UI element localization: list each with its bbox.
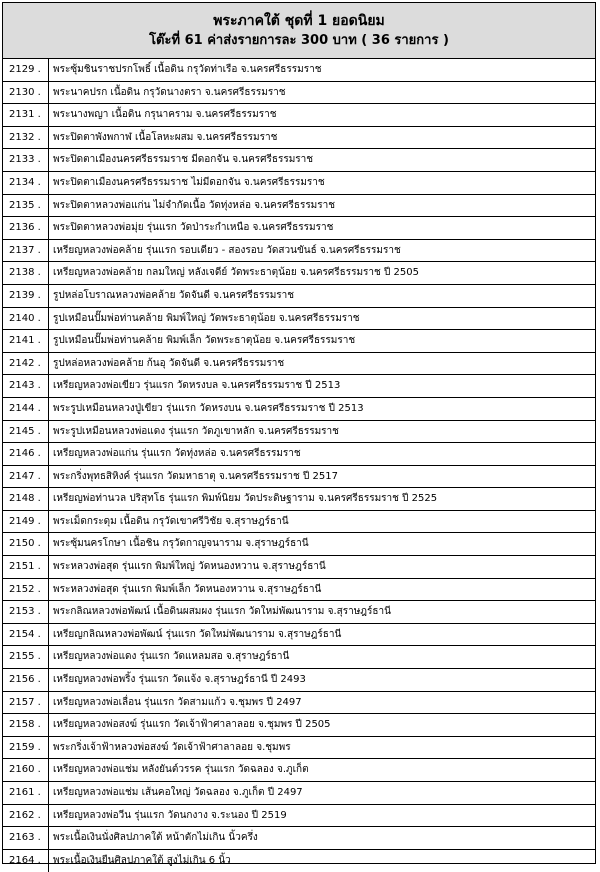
item-description: เหรียญพ่อท่านวล ปริสุทโธ รุ่นแรก พิมพ์นิยม วัดประดิษฐาราม จ.นครศรีธรรมราช ปี 2525 bbox=[53, 493, 438, 505]
table-row bbox=[3, 240, 595, 263]
table-row bbox=[3, 601, 595, 624]
item-description: พระนางพญา เนื้อดิน กรุนาคราม จ.นครศรีธรรมราช bbox=[53, 109, 277, 121]
item-description: พระรูปเหมือนหลวงพ่อแดง รุ่นแรก วัดภูเขาหลัก จ.นครศรีธรรมราช bbox=[53, 425, 339, 437]
item-number: 2164 . bbox=[3, 850, 49, 872]
item-description: พระเนื้อเงินนั่งศิลปภาคใต้ หน้าตักไม่เกิน นิ้วครึ่ง bbox=[53, 832, 258, 844]
table-row bbox=[3, 308, 595, 331]
item-number: 2135 . bbox=[3, 195, 49, 217]
item-number: 2157 . bbox=[3, 692, 49, 714]
item-description: พระกลิณหลวงพ่อพัฒน์ เนื้อดินผสมผง รุ่นแรก วัดใหม่พัฒนาราม จ.สุราษฎร์ธานี bbox=[53, 606, 391, 618]
table-row bbox=[3, 556, 595, 579]
item-description: พระนาคปรก เนื้อดิน กรุวัดนางตรา จ.นครศรีธรรมราช bbox=[53, 86, 286, 98]
table-row bbox=[3, 466, 595, 489]
item-description: พระปิดตาหลวงพ่อแก่น ไม่จำกัดเนื้อ วัดทุ่งหล่อ จ.นครศรีธรรมราช bbox=[53, 199, 336, 211]
item-number: 2134 . bbox=[3, 172, 49, 194]
table-row bbox=[3, 217, 595, 240]
item-description: พระปิดตาพังพกาฬ เนื้อโลหะผสม จ.นครศรีธรรมราช bbox=[53, 131, 278, 143]
item-number: 2137 . bbox=[3, 240, 49, 262]
table-row bbox=[3, 624, 595, 647]
item-description: เหรียญหลวงพ่อคล้าย กลมใหญ่ หลังเจดีย์ วัดพระธาตุน้อย จ.นครศรีธรรมราช ปี 2505 bbox=[53, 267, 419, 279]
item-number: 2131 . bbox=[3, 104, 49, 126]
item-number: 2132 . bbox=[3, 127, 49, 149]
item-number: 2153 . bbox=[3, 601, 49, 623]
item-description: พระหลวงพ่อสุด รุ่นแรก พิมพ์ใหญ่ วัดหนองหวาน จ.สุราษฎร์ธานี bbox=[53, 561, 326, 573]
table-row bbox=[3, 353, 595, 376]
item-description: เหรียญกลิณหลวงพ่อพัฒน์ รุ่นแรก วัดใหม่พัฒนาราม จ.สุราษฎร์ธานี bbox=[53, 628, 342, 640]
item-number: 2142 . bbox=[3, 353, 49, 375]
item-number: 2162 . bbox=[3, 805, 49, 827]
item-number: 2154 . bbox=[3, 624, 49, 646]
item-number: 2148 . bbox=[3, 488, 49, 510]
table-row bbox=[3, 692, 595, 715]
table-row bbox=[3, 443, 595, 466]
item-description: พระเม็ดกระดุม เนื้อดิน กรุวัดเขาศรีวิชัย จ.สุราษฎร์ธานี bbox=[53, 515, 289, 527]
item-description: เหรียญหลวงพ่อพริ้ง รุ่นแรก วัดแจ้ง จ.สุราษฎร์ธานี ปี 2493 bbox=[53, 674, 306, 686]
item-number: 2158 . bbox=[3, 714, 49, 736]
table-row bbox=[3, 104, 595, 127]
item-number: 2149 . bbox=[3, 511, 49, 533]
item-number: 2161 . bbox=[3, 782, 49, 804]
item-number: 2130 . bbox=[3, 82, 49, 104]
item-description: พระปิดตาเมืองนครศรีธรรมราช ไม่มีดอกจัน จ.นครศรีธรรมราช bbox=[53, 176, 325, 188]
item-number: 2145 . bbox=[3, 421, 49, 443]
item-number: 2139 . bbox=[3, 285, 49, 307]
table-row bbox=[3, 330, 595, 353]
item-description: เหรียญหลวงพ่อเขียว รุ่นแรก วัดหรงบล จ.นครศรีธรรมราช ปี 2513 bbox=[53, 380, 341, 392]
item-description: เหรียญหลวงพ่อคล้าย รุ่นแรก รอบเดียว - สองรอบ วัดสวนขันธ์ จ.นครศรีธรรมราช bbox=[53, 244, 401, 256]
item-number: 2144 . bbox=[3, 398, 49, 420]
item-description: พระปิดตาเมืองนครศรีธรรมราช มีดอกจัน จ.นครศรีธรรมราช bbox=[53, 154, 314, 166]
table-row bbox=[3, 488, 595, 511]
item-description: เหรียญหลวงพ่อแดง รุ่นแรก วัดแหลมสอ จ.สุราษฎร์ธานี bbox=[53, 651, 290, 663]
item-number: 2133 . bbox=[3, 149, 49, 171]
item-number: 2138 . bbox=[3, 262, 49, 284]
item-number: 2140 . bbox=[3, 308, 49, 330]
table-row bbox=[3, 375, 595, 398]
table-row bbox=[3, 850, 595, 872]
item-number: 2159 . bbox=[3, 737, 49, 759]
table-row bbox=[3, 59, 595, 82]
table-row bbox=[3, 827, 595, 850]
item-description: เหรียญหลวงพ่อเลื่อน รุ่นแรก วัดสามแก้ว จ.ชุมพร ปี 2497 bbox=[53, 696, 302, 708]
item-description: รูปหล่อโบราณหลวงพ่อคล้าย วัดจันดี จ.นครศรีธรรมราช bbox=[53, 289, 295, 301]
item-number: 2143 . bbox=[3, 375, 49, 397]
table-row bbox=[3, 714, 595, 737]
item-number: 2129 . bbox=[3, 59, 49, 81]
table-header bbox=[3, 3, 595, 59]
table-row bbox=[3, 149, 595, 172]
item-number: 2155 . bbox=[3, 646, 49, 668]
item-number: 2163 . bbox=[3, 827, 49, 849]
item-number: 2152 . bbox=[3, 579, 49, 601]
item-description: พระเนื้อเงินยืนศิลปภาคใต้ สูงไม่เกิน 6 นิ้ว bbox=[53, 854, 231, 866]
item-number: 2160 . bbox=[3, 759, 49, 781]
table-row bbox=[3, 127, 595, 150]
item-number: 2136 . bbox=[3, 217, 49, 239]
item-list bbox=[3, 59, 595, 872]
table-row bbox=[3, 285, 595, 308]
item-description: พระหลวงพ่อสุด รุ่นแรก พิมพ์เล็ก วัดหนองหวาน จ.สุราษฎร์ธานี bbox=[53, 583, 322, 595]
item-description: พระซุ้มชินราชปรกโพธิ์ เนื้อดิน กรุวัดท่าเรือ จ.นครศรีธรรมราช bbox=[53, 64, 322, 75]
item-description: พระรูปเหมือนหลวงปู่เขียว รุ่นแรก วัดหรงบน จ.นครศรีธรรมราช ปี 2513 bbox=[53, 402, 364, 414]
table-row bbox=[3, 262, 595, 285]
table-row bbox=[3, 421, 595, 444]
page-title: พระภาคใต้ ชุดที่ 1 ยอดนิยม bbox=[213, 12, 385, 29]
table-row bbox=[3, 782, 595, 805]
table-row bbox=[3, 533, 595, 556]
table-row bbox=[3, 669, 595, 692]
item-number: 2151 . bbox=[3, 556, 49, 578]
table-row bbox=[3, 195, 595, 218]
table-row bbox=[3, 398, 595, 421]
item-description: เหรียญหลวงพ่อแช่ม เส้นคอใหญ่ วัดฉลอง จ.ภูเก็ต ปี 2497 bbox=[53, 787, 303, 798]
table-row bbox=[3, 737, 595, 760]
table-row bbox=[3, 579, 595, 602]
table-row bbox=[3, 805, 595, 828]
item-description: พระกริ่งเจ้าฟ้าหลวงพ่อสงฆ์ วัดเจ้าฟ้าศาลาลอย จ.ชุมพร bbox=[53, 741, 291, 753]
item-description: รูปเหมือนปั๊มพ่อท่านคล้าย พิมพ์ใหญ่ วัดพระธาตุน้อย จ.นครศรีธรรมราช bbox=[53, 312, 360, 324]
table-row bbox=[3, 511, 595, 534]
item-description: เหรียญหลวงพ่อสงฆ์ รุ่นแรก วัดเจ้าฟ้าศาลาลอย จ.ชุมพร ปี 2505 bbox=[53, 719, 331, 731]
item-number: 2156 . bbox=[3, 669, 49, 691]
page-subtitle: โต๊ะที่ 61 ค่าส่งรายการละ 300 บาท ( 36 รายการ ) bbox=[149, 32, 449, 48]
table-row bbox=[3, 172, 595, 195]
item-number: 2146 . bbox=[3, 443, 49, 465]
item-description: เหรียญหลวงพ่อแก่น รุ่นแรก วัดทุ่งหล่อ จ.นครศรีธรรมราช bbox=[53, 448, 301, 460]
item-description: พระกริ่งพุทธสิหิงค์ รุ่นแรก วัดมหาธาตุ จ.นครศรีธรรมราช ปี 2517 bbox=[53, 470, 338, 482]
item-description: พระซุ้มนครโกษา เนื้อชิน กรุวัดกาญจนาราม จ.สุราษฎร์ธานี bbox=[53, 538, 309, 550]
item-description: รูปหล่อหลวงพ่อคล้าย ก้นอุ วัดจันดี จ.นครศรีธรรมราช bbox=[53, 357, 285, 369]
table-row bbox=[3, 759, 595, 782]
item-number: 2147 . bbox=[3, 466, 49, 488]
item-number: 2150 . bbox=[3, 533, 49, 555]
table-row bbox=[3, 646, 595, 669]
item-description: รูปเหมือนปั๊มพ่อท่านคล้าย พิมพ์เล็ก วัดพระธาตุน้อย จ.นครศรีธรรมราช bbox=[53, 335, 356, 347]
listing-sheet bbox=[2, 2, 596, 864]
item-description: เหรียญหลวงพ่อแช่ม หลังยันต์วรรค รุ่นแรก วัดฉลอง จ.ภูเก็ต bbox=[53, 764, 309, 776]
table-row bbox=[3, 82, 595, 105]
item-number: 2141 . bbox=[3, 330, 49, 352]
item-description: เหรียญหลวงพ่อวีน รุ่นแรก วัดนกงาง จ.ระนอง ปี 2519 bbox=[53, 809, 287, 821]
item-description: พระปิดตาหลวงพ่อมุ่ย รุ่นแรก วัดป่าระกำเหนือ จ.นครศรีธรรมราช bbox=[53, 222, 334, 234]
